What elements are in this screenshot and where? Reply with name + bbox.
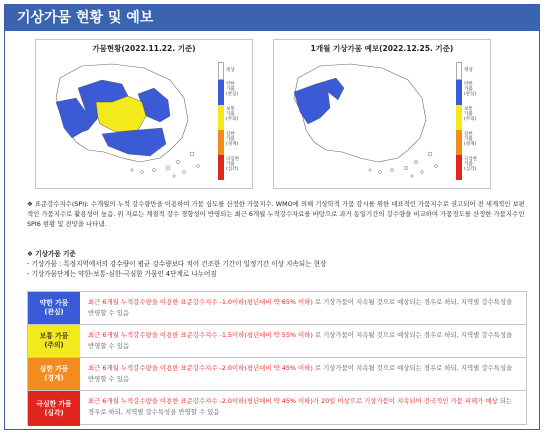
map-island (435, 165, 438, 168)
level-note: 로 기상가뭄이 지속될 것으로 예상되는 경우로 하되, 지역별 강수특성을 반영할 수 있음 (88, 298, 513, 317)
map-island (414, 160, 417, 163)
level-name: 보통 가뭄 (39, 332, 69, 340)
map-island (173, 175, 175, 177)
legend-label: 극심한 가뭄 (심각) (226, 157, 240, 172)
level-note: 되는 경우로 하되, 지역별 강수특성을 반영할 수 있음 (88, 397, 513, 416)
map-island (421, 171, 424, 174)
forecast-drought-panel (273, 39, 491, 189)
drought-level-table (27, 291, 527, 425)
level-description (88, 297, 520, 318)
map-island (166, 166, 170, 170)
table-row (28, 358, 526, 391)
level-criterion: 최근 6개월 누적강수량을 이용한 표준강수지수 -1.0이하(평년대비 약 65% 이하) (88, 298, 313, 306)
level-stage: (주의) (44, 341, 64, 349)
legend-label: 약한 가뭄 (관심) (226, 82, 239, 97)
level-description (88, 330, 520, 351)
criteria-title: ❖ 기상가뭄 기준 (27, 250, 76, 258)
legend-label: 심한 가뭄 (경계) (464, 132, 477, 147)
drought-criteria (27, 249, 527, 279)
description-text: 표준강수지수(SPI): 수개월의 누적 강수량만을 이용하여 가뭄 심도를 산정한 가뭄지수. WMO에 의해 기상학적 가뭄 감시를 위한 대표적인 가뭄지수로 권고되어 전 세계적인 보편적인 가뭄지수로 활용성이 높음. 위 자료는 계절적 강수 경향성이 반영되는 최근 6개월 누적강수자료를 바탕으로 과거 동일기간의 강수량을 비교하여 가뭄정도를 산정한 가뭄지수인 SPI6 현황 및 전망을 나타냄. (27, 200, 525, 228)
legend-label: 극심한 가뭄 (심각) (464, 157, 478, 172)
map-panels (35, 39, 491, 189)
map-island (428, 152, 432, 156)
map-island (411, 175, 413, 177)
page-title: 기상가뭄 현황 및 예보 (5, 5, 539, 31)
legend-swatch-moderate (218, 105, 224, 130)
level-stage: (경계) (44, 374, 64, 382)
map-island (176, 160, 179, 163)
panel-title-current: 가뭄현황(2022.11.22. 기준) (92, 44, 196, 53)
level-description (88, 363, 520, 384)
level-description (88, 396, 520, 417)
level-note: 로 기상가뭄이 지속될 것으로 예상되는 경우로 하되, 지역별 강수특성을 반영할 수 있음 (88, 331, 513, 350)
drought-map-forecast (280, 58, 450, 184)
description-marker: ❖ (27, 200, 33, 208)
level-criterion: 최근 6개월 누적강수량을 이용한 표준강수지수 -2.0이하(평년대비 약 45% 이하)가 20일 이상으로 기상가뭄이 지속되어 전국적인 가뭄 피해가 예상 (88, 397, 498, 405)
level-cell-moderate (28, 325, 80, 357)
map-island (391, 169, 394, 172)
legend-swatch-mild (456, 80, 462, 105)
map-island (379, 171, 382, 174)
legend-label: 심한 가뭄 (경계) (226, 132, 239, 147)
level-cell-extreme (28, 391, 80, 426)
map-legend (218, 62, 246, 180)
level-cell-mild (28, 292, 80, 324)
level-name: 극심한 가뭄 (36, 399, 72, 408)
map-island (197, 165, 200, 168)
spi-description (27, 199, 527, 229)
document-frame (4, 4, 540, 430)
legend-swatch-extreme (456, 155, 462, 180)
level-stage: (심각) (44, 408, 64, 417)
legend-label: 정상 (464, 68, 473, 73)
level-name: 심한 가뭄 (39, 365, 69, 373)
legend-swatch-normal (456, 62, 462, 80)
map-island (141, 171, 144, 174)
legend-label: 약한 가뭄 (관심) (464, 82, 477, 97)
map-island (404, 166, 408, 170)
legend-label: 정상 (226, 68, 235, 73)
map-island (369, 169, 371, 171)
legend-swatch-mild (218, 80, 224, 105)
level-note: 로 기상가뭄이 지속될 것으로 예상되는 경우로 하되, 지역별 강수특성을 반영할 수 있음 (88, 364, 513, 383)
criteria-line: - 기상가뭄단계는 약한-보통-심한-극심한 가뭄인 4단계로 나누어짐 (27, 270, 217, 278)
legend-swatch-severe (456, 130, 462, 155)
level-cell-severe (28, 358, 80, 390)
table-row (28, 292, 526, 325)
legend-swatch-severe (218, 130, 224, 155)
table-row (28, 391, 526, 426)
criteria-line: - 기상가뭄 : 특정지역에서의 강수량이 평균 강수량보다 적어 건조한 기간이 일정기간 이상 지속되는 현상 (27, 260, 327, 268)
legend-label: 보통 가뭄 (주의) (226, 107, 239, 122)
legend-swatch-normal (218, 62, 224, 80)
panel-title-forecast: 1개월 기상가뭄 예보(2022.12.25. 기준) (310, 44, 454, 53)
legend-swatch-moderate (456, 105, 462, 130)
current-drought-panel (35, 39, 253, 189)
map-island (183, 171, 186, 174)
level-stage: (관심) (44, 308, 64, 316)
table-row (28, 325, 526, 358)
level-criterion: 최근 6개월 누적강수량을 이용한 표준강수지수 -2.0이하(평년대비 약 45% 이하) (88, 364, 313, 372)
legend-swatch-extreme (218, 155, 224, 180)
level-criterion: 최근 6개월 누적강수량을 이용한 표준강수지수 -1.5이하(평년대비 약 55% 이하) (88, 331, 313, 339)
map-island (190, 152, 194, 156)
map-legend (456, 62, 484, 180)
drought-map-current (42, 58, 212, 184)
map-island (131, 169, 133, 171)
map-island (153, 169, 156, 172)
level-name: 약한 가뭄 (39, 299, 69, 307)
legend-label: 보통 가뭄 (주의) (464, 107, 477, 122)
